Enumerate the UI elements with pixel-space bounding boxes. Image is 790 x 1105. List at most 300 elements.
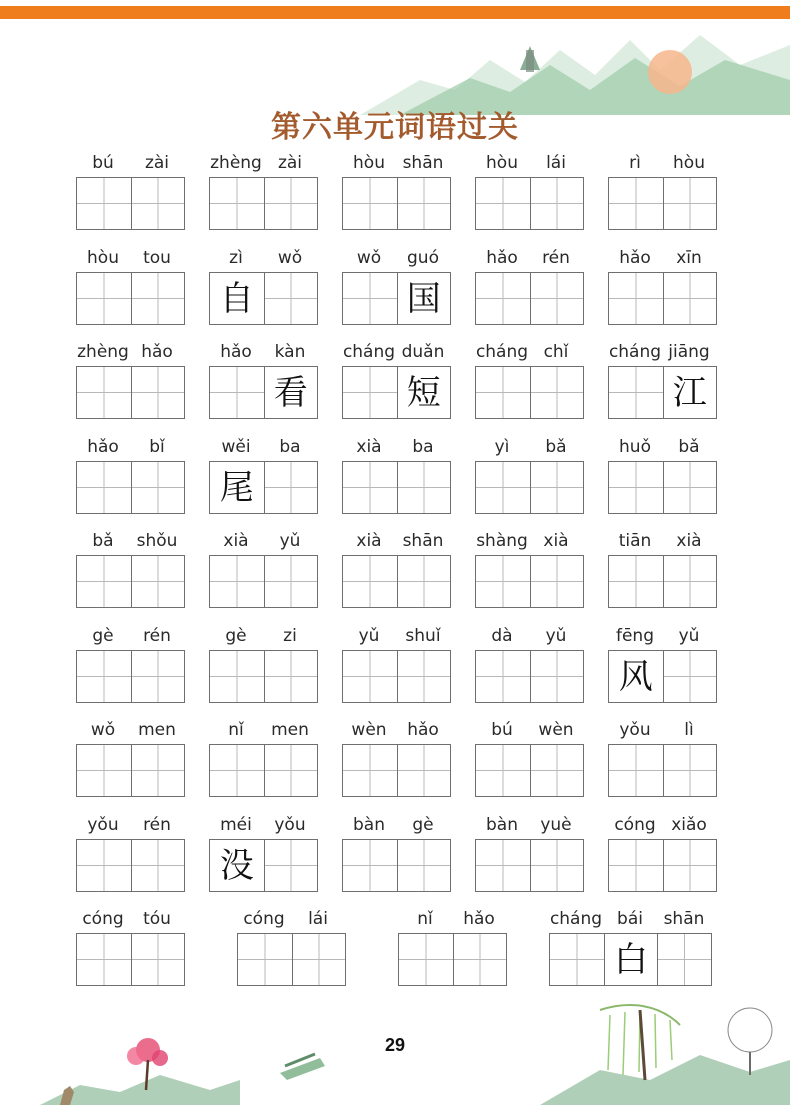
tianzige-cell[interactable]: [530, 745, 584, 796]
pinyin-row: [475, 719, 584, 741]
tianzige-cell[interactable]: [397, 840, 451, 891]
pinyin: xià: [543, 531, 569, 551]
tianzige-cell[interactable]: [530, 273, 584, 324]
pinyin-row: [608, 625, 717, 647]
pinyin: hǎo: [141, 342, 173, 362]
tianzige-cell[interactable]: [343, 651, 397, 702]
hanzi-char: 尾: [210, 462, 264, 513]
word-item: [209, 719, 318, 799]
tianzige-cell[interactable]: [397, 651, 451, 702]
pinyin-row: [608, 152, 717, 174]
pinyin: hǎo: [407, 720, 439, 740]
tianzige-cell[interactable]: [663, 651, 717, 702]
pinyin: shān: [402, 153, 444, 173]
tianzige-cell[interactable]: [77, 934, 131, 985]
tianzige-cell[interactable]: [397, 367, 451, 418]
tianzige-cell[interactable]: [663, 745, 717, 796]
pinyin: duǎn: [401, 342, 445, 362]
pinyin: xià: [356, 531, 382, 551]
pinyin: chǐ: [543, 342, 569, 362]
hanzi-char: 白: [605, 934, 658, 985]
pinyin: zài: [277, 153, 303, 173]
tianzige-cell[interactable]: [530, 367, 584, 418]
tianzige-cell[interactable]: [604, 934, 658, 985]
tianzige-cell[interactable]: [264, 367, 318, 418]
writing-grid: [475, 555, 584, 608]
pinyin-row: [76, 247, 185, 269]
tianzige-cell[interactable]: [663, 840, 717, 891]
hanzi-char: 自: [210, 273, 264, 324]
tianzige-cell[interactable]: [210, 745, 264, 796]
pinyin: kàn: [274, 342, 306, 362]
pinyin-row: [76, 341, 185, 363]
tianzige-cell[interactable]: [343, 273, 397, 324]
mountain-sun-illustration: [360, 20, 790, 115]
pinyin-row: [76, 436, 185, 458]
pinyin-row: [608, 247, 717, 269]
tianzige-cell[interactable]: [609, 367, 663, 418]
word-item: [475, 436, 584, 516]
pinyin: méi: [220, 815, 252, 835]
word-item: [342, 814, 451, 894]
pinyin: nǐ: [228, 720, 244, 740]
word-item: [76, 247, 185, 327]
tianzige-cell[interactable]: [476, 178, 530, 229]
pinyin: rén: [143, 626, 171, 646]
writing-grid: [475, 839, 584, 892]
pinyin-row: [76, 719, 185, 741]
writing-grid: [475, 461, 584, 514]
pinyin: gè: [412, 815, 434, 835]
writing-grid: [342, 461, 451, 514]
word-item: [342, 152, 451, 232]
writing-grid: [608, 555, 717, 608]
pinyin: wèn: [351, 720, 387, 740]
word-item: [76, 530, 185, 610]
tianzige-cell[interactable]: [609, 273, 663, 324]
word-item: [475, 341, 584, 421]
tianzige-cell[interactable]: [609, 840, 663, 891]
pinyin: cóng: [82, 909, 124, 929]
tianzige-cell[interactable]: [77, 745, 131, 796]
pinyin: shàng: [476, 531, 528, 551]
pinyin: bǎ: [678, 437, 700, 457]
writing-grid: [209, 744, 318, 797]
pinyin: tiān: [618, 531, 652, 551]
tianzige-cell[interactable]: [264, 745, 318, 796]
tianzige-cell[interactable]: [397, 462, 451, 513]
writing-grid: [608, 461, 717, 514]
tianzige-cell[interactable]: [264, 462, 318, 513]
pinyin: hǎo: [619, 248, 651, 268]
pinyin: bàn: [486, 815, 518, 835]
pinyin: cháng: [475, 342, 529, 362]
pinyin: men: [271, 720, 309, 740]
tianzige-cell[interactable]: [131, 462, 185, 513]
tianzige-cell[interactable]: [210, 556, 264, 607]
pinyin-row: [209, 341, 318, 363]
tianzige-cell[interactable]: [77, 462, 131, 513]
tianzige-cell[interactable]: [609, 651, 663, 702]
tianzige-cell[interactable]: [210, 273, 264, 324]
pinyin: yì: [494, 437, 510, 457]
word-item: [209, 436, 318, 516]
pinyin: cháng: [342, 342, 396, 362]
pinyin-row: [342, 436, 451, 458]
pinyin: hòu: [353, 153, 385, 173]
word-item: [608, 814, 717, 894]
pinyin: zhèng: [210, 153, 262, 173]
writing-grid: [76, 272, 185, 325]
word-item: [475, 625, 584, 705]
page-title: 第六单元词语过关: [271, 110, 519, 145]
word-item: [237, 908, 346, 988]
word-item: [608, 530, 717, 610]
pinyin-row: [475, 341, 584, 363]
pinyin-row: [608, 814, 717, 836]
tianzige-cell[interactable]: [131, 178, 185, 229]
tianzige-cell[interactable]: [397, 556, 451, 607]
pinyin: guó: [407, 248, 439, 268]
word-item: [342, 341, 451, 421]
pinyin: xīn: [676, 248, 702, 268]
pinyin-row: [76, 908, 185, 930]
pinyin: hǎo: [463, 909, 495, 929]
writing-grid: [608, 744, 717, 797]
writing-grid: [475, 366, 584, 419]
pinyin-row: [475, 625, 584, 647]
tianzige-cell[interactable]: [343, 462, 397, 513]
tianzige-cell[interactable]: [77, 367, 131, 418]
pinyin-row: [608, 530, 717, 552]
pinyin-row: [398, 908, 507, 930]
pinyin-row: [608, 341, 717, 363]
pinyin-row: [342, 719, 451, 741]
tianzige-cell[interactable]: [530, 651, 584, 702]
pinyin-row: [76, 625, 185, 647]
word-item: [475, 814, 584, 894]
tianzige-cell[interactable]: [609, 745, 663, 796]
pinyin: hǎo: [486, 248, 518, 268]
pinyin: bú: [491, 720, 513, 740]
tianzige-cell[interactable]: [397, 745, 451, 796]
tianzige-cell[interactable]: [663, 367, 717, 418]
pinyin: gè: [92, 626, 114, 646]
pinyin: ba: [412, 437, 434, 457]
tianzige-cell[interactable]: [131, 556, 185, 607]
writing-grid: [76, 839, 185, 892]
tianzige-cell[interactable]: [131, 273, 185, 324]
writing-grid: [209, 555, 318, 608]
tianzige-cell[interactable]: [343, 556, 397, 607]
pinyin: lái: [308, 909, 328, 929]
pinyin-row: [549, 908, 712, 930]
tianzige-cell[interactable]: [131, 651, 185, 702]
hanzi-char: 江: [664, 367, 717, 418]
pinyin: bái: [617, 909, 643, 929]
pinyin-row: [608, 436, 717, 458]
writing-grid: [475, 744, 584, 797]
word-item: [608, 719, 717, 799]
tianzige-cell[interactable]: [343, 840, 397, 891]
word-item: [342, 436, 451, 516]
writing-grid: [475, 272, 584, 325]
pinyin: shuǐ: [405, 626, 441, 646]
word-item: [608, 436, 717, 516]
writing-grid: [608, 272, 717, 325]
pinyin: rì: [629, 153, 641, 173]
tianzige-cell[interactable]: [264, 840, 318, 891]
pinyin: xià: [676, 531, 702, 551]
writing-grid: [342, 555, 451, 608]
word-item: [209, 341, 318, 421]
hanzi-char: 没: [210, 840, 264, 891]
word-item: [76, 152, 185, 232]
pinyin-row: [475, 814, 584, 836]
writing-grid: [608, 366, 717, 419]
page-number: 29: [384, 1035, 406, 1055]
tianzige-cell[interactable]: [476, 273, 530, 324]
word-item: [342, 625, 451, 705]
writing-grid: [209, 839, 318, 892]
pinyin-row: [209, 719, 318, 741]
pinyin: jiāng: [668, 342, 710, 362]
writing-grid: [549, 933, 712, 986]
pinyin-row: [475, 247, 584, 269]
pinyin: cháng: [608, 342, 662, 362]
pinyin-row: [475, 152, 584, 174]
pinyin: bǎ: [545, 437, 567, 457]
tianzige-cell[interactable]: [476, 556, 530, 607]
pinyin-row: [475, 530, 584, 552]
writing-grid: [76, 744, 185, 797]
writing-grid: [76, 555, 185, 608]
writing-grid: [608, 650, 717, 703]
writing-grid: [76, 177, 185, 230]
tianzige-cell[interactable]: [77, 178, 131, 229]
pinyin-row: [342, 247, 451, 269]
word-item: [475, 530, 584, 610]
writing-grid: [475, 650, 584, 703]
pinyin: hǎo: [220, 342, 252, 362]
pinyin-row: [209, 625, 318, 647]
pinyin-row: [209, 436, 318, 458]
writing-grid: [342, 177, 451, 230]
tianzige-cell[interactable]: [530, 178, 584, 229]
pinyin: lái: [546, 153, 566, 173]
writing-grid: [342, 650, 451, 703]
tianzige-cell[interactable]: [77, 556, 131, 607]
word-item: [475, 719, 584, 799]
tianzige-cell[interactable]: [131, 840, 185, 891]
pinyin-row: [209, 152, 318, 174]
writing-grid: [76, 650, 185, 703]
pinyin: zài: [144, 153, 170, 173]
pinyin: zhèng: [77, 342, 129, 362]
pinyin: zì: [229, 248, 243, 268]
tianzige-cell[interactable]: [476, 745, 530, 796]
writing-grid: [237, 933, 346, 986]
writing-grid: [342, 744, 451, 797]
word-item: [76, 341, 185, 421]
pinyin: lì: [684, 720, 694, 740]
pinyin-row: [342, 625, 451, 647]
writing-grid: [342, 272, 451, 325]
writing-grid: [209, 650, 318, 703]
pinyin: hǎo: [87, 437, 119, 457]
tianzige-cell[interactable]: [399, 934, 453, 985]
word-item: [76, 814, 185, 894]
top-orange-bar: [0, 6, 790, 19]
writing-grid: [209, 461, 318, 514]
tianzige-cell[interactable]: [264, 178, 318, 229]
pinyin: yǔ: [678, 626, 700, 646]
tianzige-cell[interactable]: [550, 934, 604, 985]
pinyin: yuè: [540, 815, 572, 835]
tianzige-cell[interactable]: [77, 840, 131, 891]
pinyin-row: [475, 436, 584, 458]
word-item: [76, 908, 185, 988]
word-item: [475, 152, 584, 232]
pinyin: bàn: [353, 815, 385, 835]
tianzige-cell[interactable]: [343, 745, 397, 796]
pinyin: tou: [143, 248, 171, 268]
tianzige-cell[interactable]: [210, 840, 264, 891]
word-item: [342, 719, 451, 799]
tianzige-cell[interactable]: [210, 367, 264, 418]
tianzige-cell[interactable]: [609, 178, 663, 229]
tianzige-cell[interactable]: [264, 651, 318, 702]
hanzi-char: 国: [398, 273, 451, 324]
pinyin: ba: [279, 437, 301, 457]
pinyin: huǒ: [619, 437, 651, 457]
tianzige-cell[interactable]: [663, 462, 717, 513]
tianzige-cell[interactable]: [264, 273, 318, 324]
word-item: [76, 719, 185, 799]
word-item: [209, 247, 318, 327]
tianzige-cell[interactable]: [476, 367, 530, 418]
pinyin: yǒu: [619, 720, 651, 740]
word-item: [76, 625, 185, 705]
hanzi-char: 看: [265, 367, 318, 418]
pinyin-row: [342, 530, 451, 552]
writing-grid: [76, 461, 185, 514]
word-item: [76, 436, 185, 516]
tianzige-cell[interactable]: [397, 273, 451, 324]
tianzige-cell[interactable]: [343, 178, 397, 229]
word-item: [342, 247, 451, 327]
pinyin: yǔ: [279, 531, 301, 551]
writing-grid: [209, 177, 318, 230]
tianzige-cell[interactable]: [210, 651, 264, 702]
tianzige-cell[interactable]: [530, 556, 584, 607]
pinyin-row: [237, 908, 346, 930]
writing-grid: [608, 839, 717, 892]
writing-grid: [342, 366, 451, 419]
word-item: [475, 247, 584, 327]
tianzige-cell[interactable]: [663, 556, 717, 607]
pinyin: hòu: [87, 248, 119, 268]
tianzige-cell[interactable]: [210, 178, 264, 229]
pinyin: cóng: [243, 909, 285, 929]
writing-grid: [209, 272, 318, 325]
tianzige-cell[interactable]: [131, 934, 185, 985]
pinyin: men: [138, 720, 176, 740]
pinyin: shān: [663, 909, 705, 929]
pinyin-row: [209, 247, 318, 269]
pinyin-row: [76, 530, 185, 552]
pinyin: yǔ: [358, 626, 380, 646]
tianzige-cell[interactable]: [609, 462, 663, 513]
pinyin: wěi: [221, 437, 251, 457]
pinyin-row: [342, 152, 451, 174]
word-item: [608, 152, 717, 232]
pinyin: bǐ: [149, 437, 165, 457]
tianzige-cell[interactable]: [131, 745, 185, 796]
tianzige-cell[interactable]: [476, 651, 530, 702]
tianzige-cell[interactable]: [663, 273, 717, 324]
pinyin: xià: [223, 531, 249, 551]
word-item: [209, 814, 318, 894]
tianzige-cell[interactable]: [238, 934, 292, 985]
hanzi-char: 短: [398, 367, 451, 418]
pinyin-row: [209, 814, 318, 836]
tianzige-cell[interactable]: [131, 367, 185, 418]
tianzige-cell[interactable]: [77, 651, 131, 702]
tianzige-cell[interactable]: [476, 462, 530, 513]
pinyin: wèn: [538, 720, 574, 740]
tianzige-cell[interactable]: [397, 178, 451, 229]
tianzige-cell[interactable]: [292, 934, 346, 985]
word-item: [608, 247, 717, 327]
tianzige-cell[interactable]: [609, 556, 663, 607]
word-item: [209, 625, 318, 705]
tianzige-cell[interactable]: [530, 462, 584, 513]
word-item: [549, 908, 712, 988]
pinyin-row: [76, 814, 185, 836]
pinyin: yǒu: [274, 815, 306, 835]
pinyin-row: [76, 152, 185, 174]
tianzige-cell[interactable]: [663, 178, 717, 229]
pinyin: shǒu: [136, 531, 178, 551]
writing-grid: [608, 177, 717, 230]
tianzige-cell[interactable]: [343, 367, 397, 418]
hanzi-char: 风: [609, 651, 663, 702]
tianzige-cell[interactable]: [77, 273, 131, 324]
pinyin: rén: [143, 815, 171, 835]
tianzige-cell[interactable]: [657, 934, 711, 985]
tianzige-cell[interactable]: [210, 462, 264, 513]
writing-grid: [398, 933, 507, 986]
tianzige-cell[interactable]: [264, 556, 318, 607]
word-item: [608, 341, 717, 421]
pinyin: cháng: [549, 909, 603, 929]
word-item: [209, 152, 318, 232]
pinyin: shān: [402, 531, 444, 551]
writing-grid: [342, 839, 451, 892]
pinyin-row: [608, 719, 717, 741]
pinyin-row: [342, 814, 451, 836]
tianzige-cell[interactable]: [453, 934, 507, 985]
tianzige-cell[interactable]: [530, 840, 584, 891]
word-item: [398, 908, 507, 988]
blossom-tree-illustration: [40, 1020, 240, 1105]
tianzige-cell[interactable]: [476, 840, 530, 891]
writing-grid: [475, 177, 584, 230]
writing-grid: [76, 366, 185, 419]
writing-grid: [76, 933, 185, 986]
pinyin: wǒ: [277, 248, 303, 268]
